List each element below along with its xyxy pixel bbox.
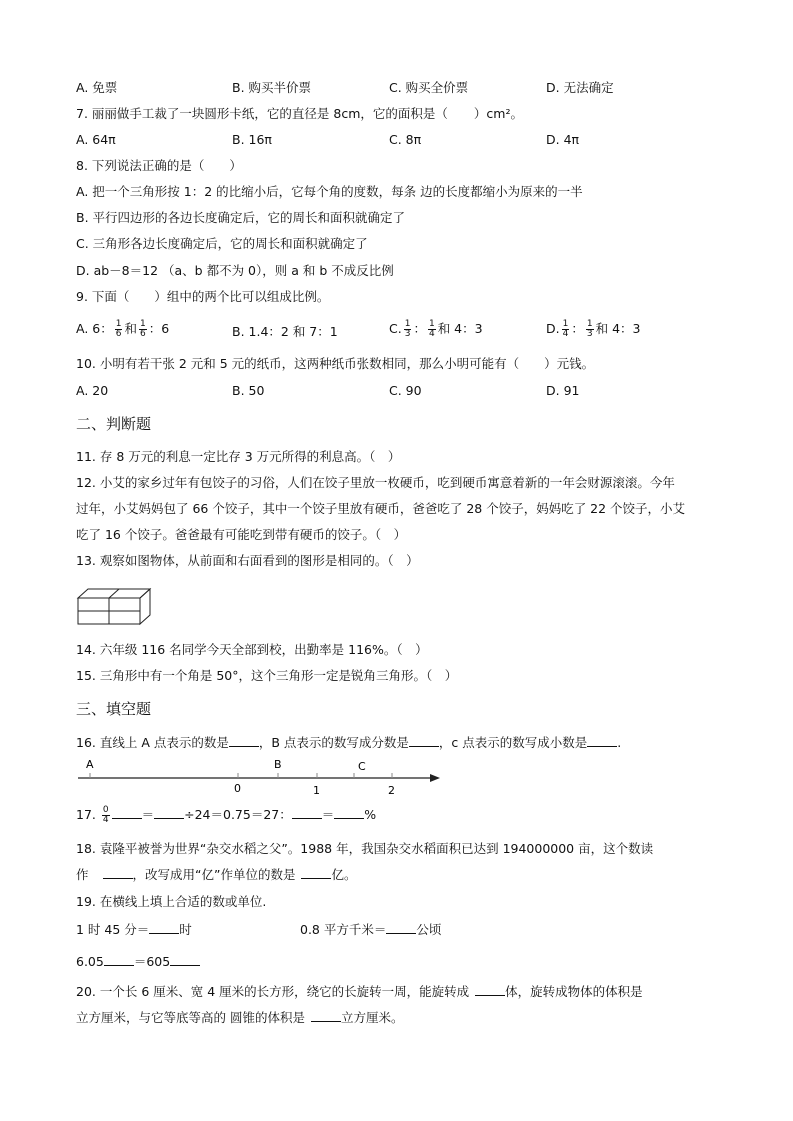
- q10-stem: 10. 小明有若干张 2 元和 5 元的纸币，这两种纸币张数相同，那么小明可能有（ ）元钱。: [76, 356, 595, 371]
- q9-option-c: C. $\frac{1}{3}$ ： $\frac{1}{4}$ 和 4：3: [389, 319, 483, 339]
- q19-item-b: 0.8 平方千米＝ 公顷: [300, 922, 442, 937]
- q9-option-b: B. 1.4：2 和 7：1: [232, 324, 338, 339]
- fraction: $\frac{1}{3}$: [404, 319, 411, 339]
- q8-stem: 8. 下列说法正确的是（ ）: [76, 158, 242, 173]
- tick-label-0: 0: [234, 782, 241, 795]
- q20-line1: 20. 一个长 6 厘米、宽 4 厘米的长方形，绕它的长旋转一周，能旋转成 体，旋转成物体的体积是: [76, 984, 643, 999]
- answer-blank: [292, 806, 322, 819]
- q8-option-d: D. ab－8＝12 （a、b 都不为 0），则 a 和 b 不成反比例: [76, 263, 394, 278]
- fraction: $\frac{1}{4}$: [428, 319, 435, 339]
- answer-blank: [104, 953, 134, 966]
- arrow-head-icon: [430, 774, 440, 782]
- q11: 11. 存 8 万元的利息一定比存 3 万元所得的利息高。（ ）: [76, 449, 401, 464]
- tick-label-1: 1: [313, 784, 320, 796]
- q10-option-a: A. 20: [76, 383, 109, 398]
- fraction: $\frac{1}{6}$: [115, 319, 122, 339]
- q17: 17. $\frac{0}{4}$ ＝ ÷24＝0.75＝27： ＝ %: [76, 805, 377, 825]
- q13: 13. 观察如图物体，从前面和右面看到的图形是相同的。（ ）: [76, 553, 419, 568]
- q6-option-a: A. 免票: [76, 80, 118, 95]
- answer-blank: [301, 866, 331, 879]
- q19-item-c: 6.05 ＝605: [76, 953, 200, 971]
- q9-option-a: A. 6： $\frac{1}{6}$ 和 $\frac{1}{6}$ ：6: [76, 319, 170, 339]
- q19-item-a: 1 时 45 分＝ 时: [76, 922, 192, 937]
- answer-blank: [587, 734, 617, 747]
- section-title-judgment: 二、判断题: [76, 415, 152, 433]
- q18-line2: 作 ，改写成用“亿”作单位的数是 亿。: [76, 867, 357, 882]
- q20-line2: 立方厘米，与它等底等高的 圆锥的体积是 立方厘米。: [76, 1010, 404, 1025]
- q12-line1: 12. 小艾的家乡过年有包饺子的习俗，人们在饺子里放一枚硬币，吃到硬币寓意着新的一年会财源滚滚。今年: [76, 475, 675, 490]
- q12-line3: 吃了 16 个饺子。爸爸最有可能吃到带有硬币的饺子。（ ）: [76, 527, 407, 542]
- q7-option-c: C. 8π: [389, 132, 422, 147]
- q8-option-c: C. 三角形各边长度确定后，它的周长和面积就确定了: [76, 236, 368, 251]
- fraction: $\frac{1}{6}$: [139, 319, 146, 339]
- q10-option-b: B. 50: [232, 383, 265, 398]
- tick-label-2: 2: [388, 784, 395, 796]
- q15: 15. 三角形中有一个角是 50°，这个三角形一定是锐角三角形。（ ）: [76, 668, 458, 683]
- q8-option-a: A. 把一个三角形按 1：2 的比缩小后，它每个角的度数，每条 边的长度都缩小为原来的一半: [76, 184, 583, 199]
- answer-blank: [386, 921, 416, 934]
- q14: 14. 六年级 116 名同学今天全部到校，出勤率是 116%。（ ）: [76, 642, 428, 657]
- answer-blank: [311, 1009, 341, 1022]
- answer-blank: [409, 734, 439, 747]
- answer-blank: [154, 806, 184, 819]
- q9-option-d: D. $\frac{1}{4}$ ： $\frac{1}{3}$ 和 4：3: [546, 319, 641, 339]
- q19-stem: 19. 在横线上填上合适的数或单位.: [76, 894, 267, 909]
- q16-stem: 16. 直线上 A 点表示的数是 ，B 点表示的数写成分数是 ，c 点表示的数写成小数是 .: [76, 735, 622, 750]
- answer-blank: [229, 734, 259, 747]
- number-line: [74, 756, 444, 796]
- point-b-label: B: [274, 758, 282, 771]
- answer-blank: [112, 806, 142, 819]
- cube-figure: [74, 584, 154, 628]
- fraction: $\frac{0}{4}$: [102, 805, 109, 825]
- q12-line2: 过年，小艾妈妈包了 66 个饺子，其中一个饺子里放有硬币，爸爸吃了 28 个饺子，妈妈吃了 22 个饺子，小艾: [76, 501, 686, 516]
- q6-option-d: D. 无法确定: [546, 80, 614, 95]
- q18-line1: 18. 袁隆平被誉为世界“杂交水稻之父”。1988 年，我国杂交水稻面积已达到 194000000 亩，这个数读: [76, 841, 654, 856]
- q6-option-c: C. 购买全价票: [389, 80, 469, 95]
- q9-stem: 9. 下面（ ）组中的两个比可以组成比例。: [76, 289, 330, 304]
- fraction: $\frac{1}{3}$: [586, 319, 593, 339]
- q7-option-a: A. 64π: [76, 132, 116, 147]
- fraction: $\frac{1}{4}$: [562, 319, 569, 339]
- answer-blank: [334, 806, 364, 819]
- q8-option-b: B. 平行四边形的各边长度确定后，它的周长和面积就确定了: [76, 210, 406, 225]
- point-a-label: A: [86, 758, 94, 771]
- section-title-fill: 三、填空题: [76, 700, 152, 718]
- answer-blank: [149, 921, 179, 934]
- answer-blank: [475, 983, 505, 996]
- answer-blank: [103, 866, 133, 879]
- q7-stem: 7. 丽丽做手工裁了一块圆形卡纸，它的直径是 8cm，它的面积是（ ）cm²。: [76, 106, 523, 121]
- q7-option-b: B. 16π: [232, 132, 272, 147]
- answer-blank: [170, 953, 200, 966]
- q6-option-b: B. 购买半价票: [232, 80, 312, 95]
- q7-option-d: D. 4π: [546, 132, 580, 147]
- q10-option-d: D. 91: [546, 383, 580, 398]
- point-c-label: C: [358, 760, 366, 773]
- q10-option-c: C. 90: [389, 383, 422, 398]
